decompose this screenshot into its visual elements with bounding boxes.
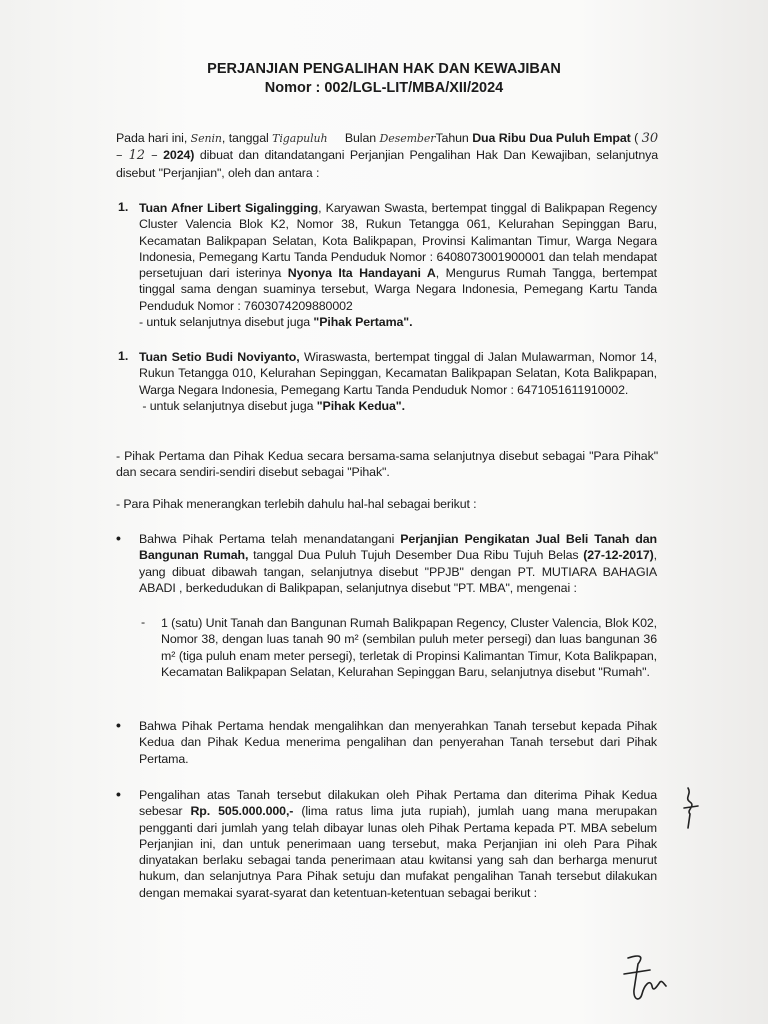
intro-text-4: Tahun: [435, 131, 469, 145]
bullet-3-text-1: Pengalihan atas Tanah tersebut dilakukan oleh Pihak Pertama dan diterima Pihak Kedua sebesar: [139, 788, 657, 819]
party-1-ref-name: "Pihak Pertama".: [313, 315, 413, 330]
party-1-text-2: , Mengurus Rumah Tangga, bertempat tinggal sama dengan suaminya tersebut, Warga Negara Indonesia, Pemegang Kartu Tanda Penduduk Nomor : 7603074209880002: [139, 266, 658, 313]
para-pihak-paragraph: - Pihak Pertama dan Pihak Kedua secara bersama-sama selanjutnya disebut sebagai "Para Pihak" dan secara sendiri-sendiri disebut sebagai "Pihak".: [116, 449, 658, 480]
party-2-text-1: Wiraswasta, bertempat tinggal di Jalan Mulawarman, Nomor 14, Rukun Tetangga 010, Kelurahan Sepinggan, Kecamatan Balikpapan Selatan, Kota Balikpapan, Warga Negara Indonesia, Pemegang Kartu Tanda Penduduk Nomor : 6471051611910002.: [139, 350, 657, 397]
document-title: PERJANJIAN PENGALIHAN HAK DAN KEWAJIBAN: [207, 61, 561, 77]
handwritten-day: Senin: [190, 132, 222, 145]
document-number: Nomor : 002/LGL-LIT/MBA/XII/2024: [264, 80, 504, 96]
party-1-text-1: , Karyawan Swasta, bertempat tinggal di Balikpapan Regency Cluster Valencia Blok K2, Nomor 38, Rukun Tetangga 061, Kelurahan Sepinggan Baru, Kecamatan Balikpapan Selatan, Kota Balikpapan, Provinsi Kalimantan Timur, Warga Negara Indonesia, Pemegang Kartu Tanda Penduduk Nomor : 6408073001900001 dan telah mendapat persetujuan dari isterinya: [139, 201, 657, 281]
menerangkan-line: - Para Pihak menerangkan terlebih dahulu hal-hal sebagai berikut :: [116, 497, 477, 511]
bullet-1-glyph: •: [116, 530, 121, 546]
intro-text-3: Bulan: [344, 131, 377, 145]
intro-paragraph: [116, 130, 658, 181]
bullet-1-text-1: Bahwa Pihak Pertama telah menandatangani: [139, 532, 395, 546]
sub-item-dash: -: [141, 615, 146, 629]
transfer-amount: Rp. 505.000.000,-: [190, 804, 294, 819]
party-1-ref-text: - untuk selanjutnya disebut juga: [139, 315, 311, 330]
year-number: 2024): [163, 148, 195, 163]
party-2-ref-name: "Pihak Kedua".: [316, 398, 405, 413]
handwritten-numeric-date: 30 – 12 –: [116, 131, 658, 164]
bullet-3-paragraph: [139, 787, 657, 901]
intro-text-5: (: [634, 131, 639, 145]
party-1-spouse: Nyonya Ita Handayani A: [287, 266, 436, 281]
year-in-words: Dua Ribu Dua Puluh Empat: [472, 131, 631, 145]
ppjb-title: Perjanjian Pengikatan Jual Beli Tanah dan Bangunan Rumah,: [139, 532, 658, 563]
bullet-1-text-2: tanggal Dua Puluh Tujuh Desember Dua Ribu Tujuh Belas: [253, 548, 579, 563]
ppjb-date: (27-12-2017): [583, 548, 654, 563]
party-2-ref-text: - untuk selanjutnya disebut juga: [142, 398, 314, 413]
bullet-1-text-3: , yang dibuat dibawah tangan, selanjutnya disebut "PPJB" dengan PT. MUTIARA BAHAGIA ABADI , berkedudukan di Balikpapan, selanjutnya disebut "PT. MBA", mengenai :: [139, 548, 658, 595]
intro-text-2: , tanggal: [221, 131, 269, 145]
intro-text-6: dibuat dan ditandatangani Perjanjian Pengalihan Hak Dan Kewajiban, selanjutnya disebut "Perjanjian", oleh dan antara :: [116, 148, 659, 180]
bullet-1-paragraph: [139, 531, 657, 596]
sub-item-paragraph: 1 (satu) Unit Tanah dan Bangunan Rumah Balikpapan Regency, Cluster Valencia, Blok K02, Nomor 38, dengan luas tanah 90 m² (sembilan puluh meter persegi) dan luas bangunan 36 m² (tiga puluh enam meter persegi), terletak di Propinsi Kalimantan Timur, Kota Balikpapan, Kecamatan Balikpapan Selatan, Kelurahan Sepinggan Baru, selanjutnya disebut "Rumah".: [161, 616, 657, 679]
intro-text-1: Pada hari ini,: [116, 131, 188, 145]
party-1-paragraph: [139, 200, 657, 330]
margin-initial-signature: [676, 784, 706, 832]
party-1-number: 1.: [118, 200, 129, 214]
party-1-name: Tuan Afner Libert Sigalingging: [139, 201, 319, 215]
bullet-3-text-2: (lima ratus lima juta rupiah), jumlah uang mana merupakan pengganti dari jumlah yang telah dibayar lunas oleh Pihak Pertama kepada PT. MBA sebelum Perjanjian ini, dan untuk penerimaan uang tersebut, maka Perjanjian ini oleh Para Pihak dinyatakan berlaku sebagai tanda penerimaan atau kwitansi yang sah dan berharga menurut hukum, dan selanjutnya Para Pihak setuju dan mufakat pengalihan Tanah tersebut dilakukan dengan memakai syarat-syarat dan ketentuan-ketentuan sebagai berikut :: [139, 804, 657, 900]
bullet-2-paragraph: Bahwa Pihak Pertama hendak mengalihkan dan menyerahkan Tanah tersebut kepada Pihak Kedua dan Pihak Kedua menerima pengalihan dan penyerahan Tanah tersebut dari Pihak Pertama.: [139, 719, 657, 766]
party-2-paragraph: [139, 349, 657, 414]
bullet-2-glyph: •: [116, 717, 121, 733]
bullet-3-glyph: •: [116, 786, 121, 802]
handwritten-month: Desember: [379, 132, 436, 145]
handwritten-date: Tigapuluh: [272, 132, 328, 145]
bottom-initial-signature: [620, 950, 676, 1012]
party-2-name: Tuan Setio Budi Noviyanto,: [139, 350, 300, 364]
party-2-number: 1.: [118, 349, 129, 363]
